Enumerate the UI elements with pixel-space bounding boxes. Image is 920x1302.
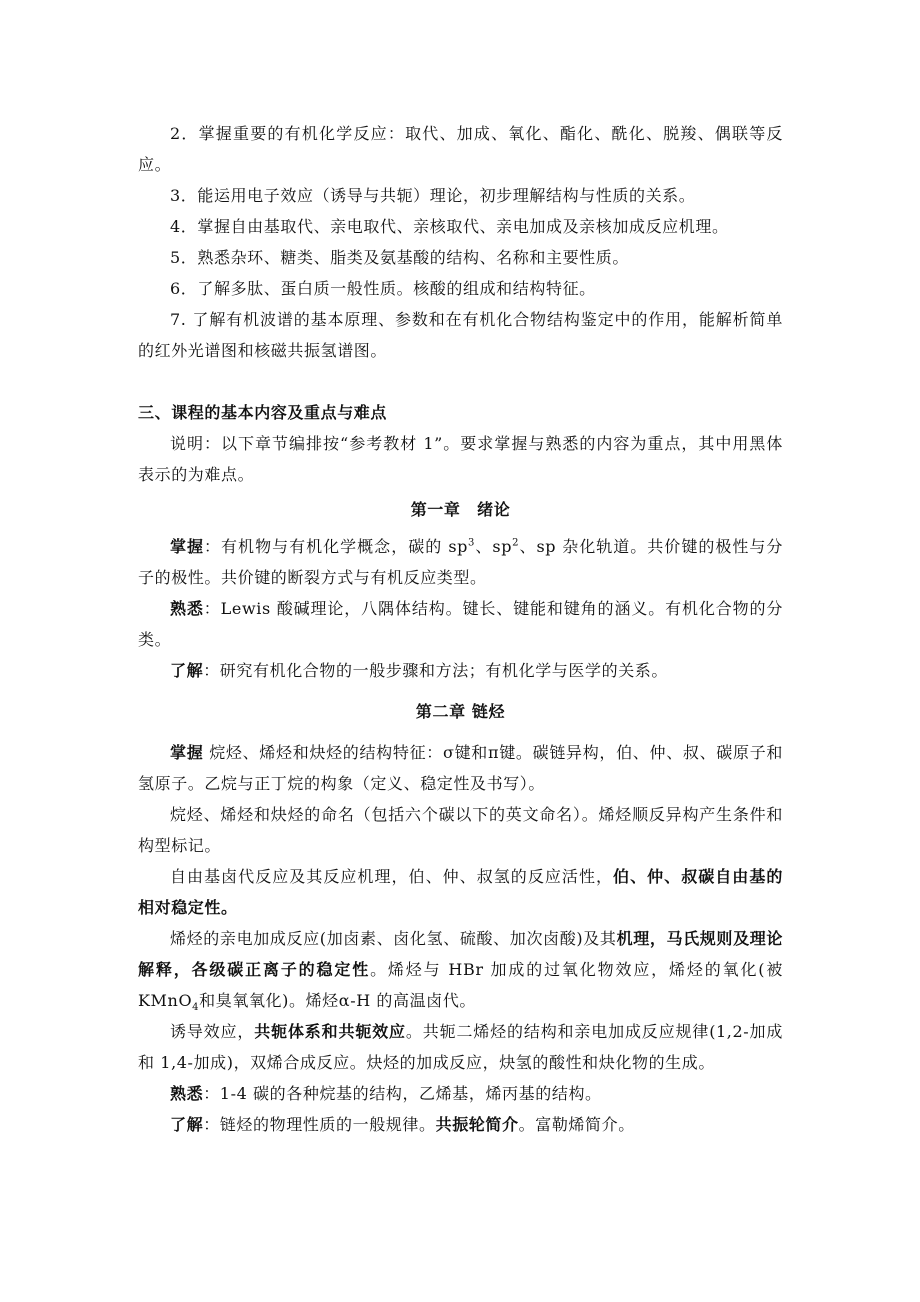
section-3-heading: 三、课程的基本内容及重点与难点 [138,403,388,422]
chapter-1-title: 第一章 绪论 [410,500,511,519]
ch2-familiar-text: ：1-4 碳的各种烷基的结构，乙烯基，烯丙基的结构。 [203,1084,602,1103]
ch2-familiar-paragraph [138,1078,783,1109]
objective-6: 6．了解多肽、蛋白质一般性质。核酸的组成和结构特征。 [170,279,596,298]
objective-3: 3．能运用电子效应（诱导与共轭）理论，初步理解结构与性质的关系。 [170,186,696,205]
ch2-addition-difficult: 机理，马氏规则及理论解释，各级碳正离子的稳定性 [138,929,783,979]
ch1-know-text: ：研究有机化合物的一般步骤和方法；有机化学与医学的关系。 [203,661,669,680]
ch2-radical-paragraph [138,861,783,923]
ch2-addition-text-c: 。烯烃与 HBr 加成的过氧化物效应，烯烃的氧化(被 KMnO [138,960,783,1010]
ch2-addition-paragraph [138,923,783,1016]
section-3-note: 说明：以下章节编排按“参考教材 1”。要求掌握与熟悉的内容为重点，其中用黑体表示的为难点。 [138,434,783,484]
objective-4: 4．掌握自由基取代、亲电取代、亲核取代、亲电加成及亲核加成反应机理。 [170,217,729,236]
objective-7: 7. 了解有机波谱的基本原理、参数和在有机化合物结构鉴定中的作用，能解析简单的红外光谱图和核磁共振氢谱图。 [138,310,783,360]
ch2-know-text-c: 。富勒烯简介。 [518,1115,635,1134]
ch2-know-paragraph [138,1109,783,1140]
ch2-familiar-label: 熟悉 [170,1084,204,1103]
ch2-conjugation-difficult: 共轭体系和共轭效应 [254,1022,406,1041]
ch2-addition-text-d: 和臭氧氧化)。烯烃α-H 的高温卤代。 [199,991,477,1010]
ch2-master-paragraph [138,737,783,799]
ch1-know-paragraph [138,655,783,686]
ch1-master-paragraph [138,531,783,593]
ch2-know-difficult: 共振轮简介 [435,1115,519,1134]
ch1-sup-2: 2 [512,537,520,549]
ch1-master-text-a: ：有机物与有机化学概念，碳的 sp [204,537,468,556]
ch2-know-text-a: ：链烃的物理性质的一般规律。 [203,1115,436,1134]
ch2-master-text: 烷烃、烯烃和炔烃的结构特征：σ键和π键。碳链异构，伯、仲、叔、碳原子和氢原子。乙烷与正丁烷的构象（定义、稳定性及书写）。 [138,743,784,793]
ch1-familiar-text: ：Lewis 酸碱理论，八隅体结构。键长、键能和键角的涵义。有机化合物的分类。 [138,599,784,649]
ch2-sub-4: 4 [192,1002,200,1014]
objective-5: 5．熟悉杂环、糖类、脂类及氨基酸的结构、名称和主要性质。 [170,248,629,267]
ch2-conjugation-text-c: 。共轭二烯烃的结构和亲电加成反应规律(1,2-加成和 1,4-加成)，双烯合成反应。炔烃的加成反应，炔氢的酸性和炔化物的生成。 [138,1022,783,1072]
chapter-2-title: 第二章 链烃 [415,702,506,721]
ch2-know-label: 了解 [170,1115,204,1134]
ch1-master-text-c: 、sp 杂化轨道。共价键的极性与分子的极性。共价键的断裂方式与有机反应类型。 [138,537,783,587]
ch2-naming-paragraph: 烷烃、烯烃和炔烃的命名（包括六个碳以下的英文命名）。烯烃顺反异构产生条件和构型标记。 [138,805,783,855]
ch2-radical-text: 自由基卤代反应及其反应机理，伯、仲、叔氢的反应活性， [170,867,614,886]
ch1-master-text-b: 、sp [474,537,513,556]
ch1-master-label: 掌握 [170,537,205,556]
ch1-familiar-label: 熟悉 [170,599,204,618]
ch2-master-label: 掌握 [170,743,204,762]
ch2-conjugation-paragraph [138,1016,783,1078]
document-page [138,118,783,1140]
objective-2: 2．掌握重要的有机化学反应：取代、加成、氧化、酯化、酰化、脱羧、偶联等反应。 [138,124,783,174]
ch1-know-label: 了解 [170,661,204,680]
ch1-familiar-paragraph [138,593,783,655]
ch2-conjugation-text-a: 诱导效应， [170,1022,255,1041]
ch1-sup-3: 3 [468,537,475,549]
ch2-addition-text-a: 烯烃的亲电加成反应(加卤素、卤化氢、硫酸、加次卤酸)及其 [170,929,617,948]
ch2-radical-difficult: 伯、仲、叔碳自由基的相对稳定性。 [138,867,783,917]
